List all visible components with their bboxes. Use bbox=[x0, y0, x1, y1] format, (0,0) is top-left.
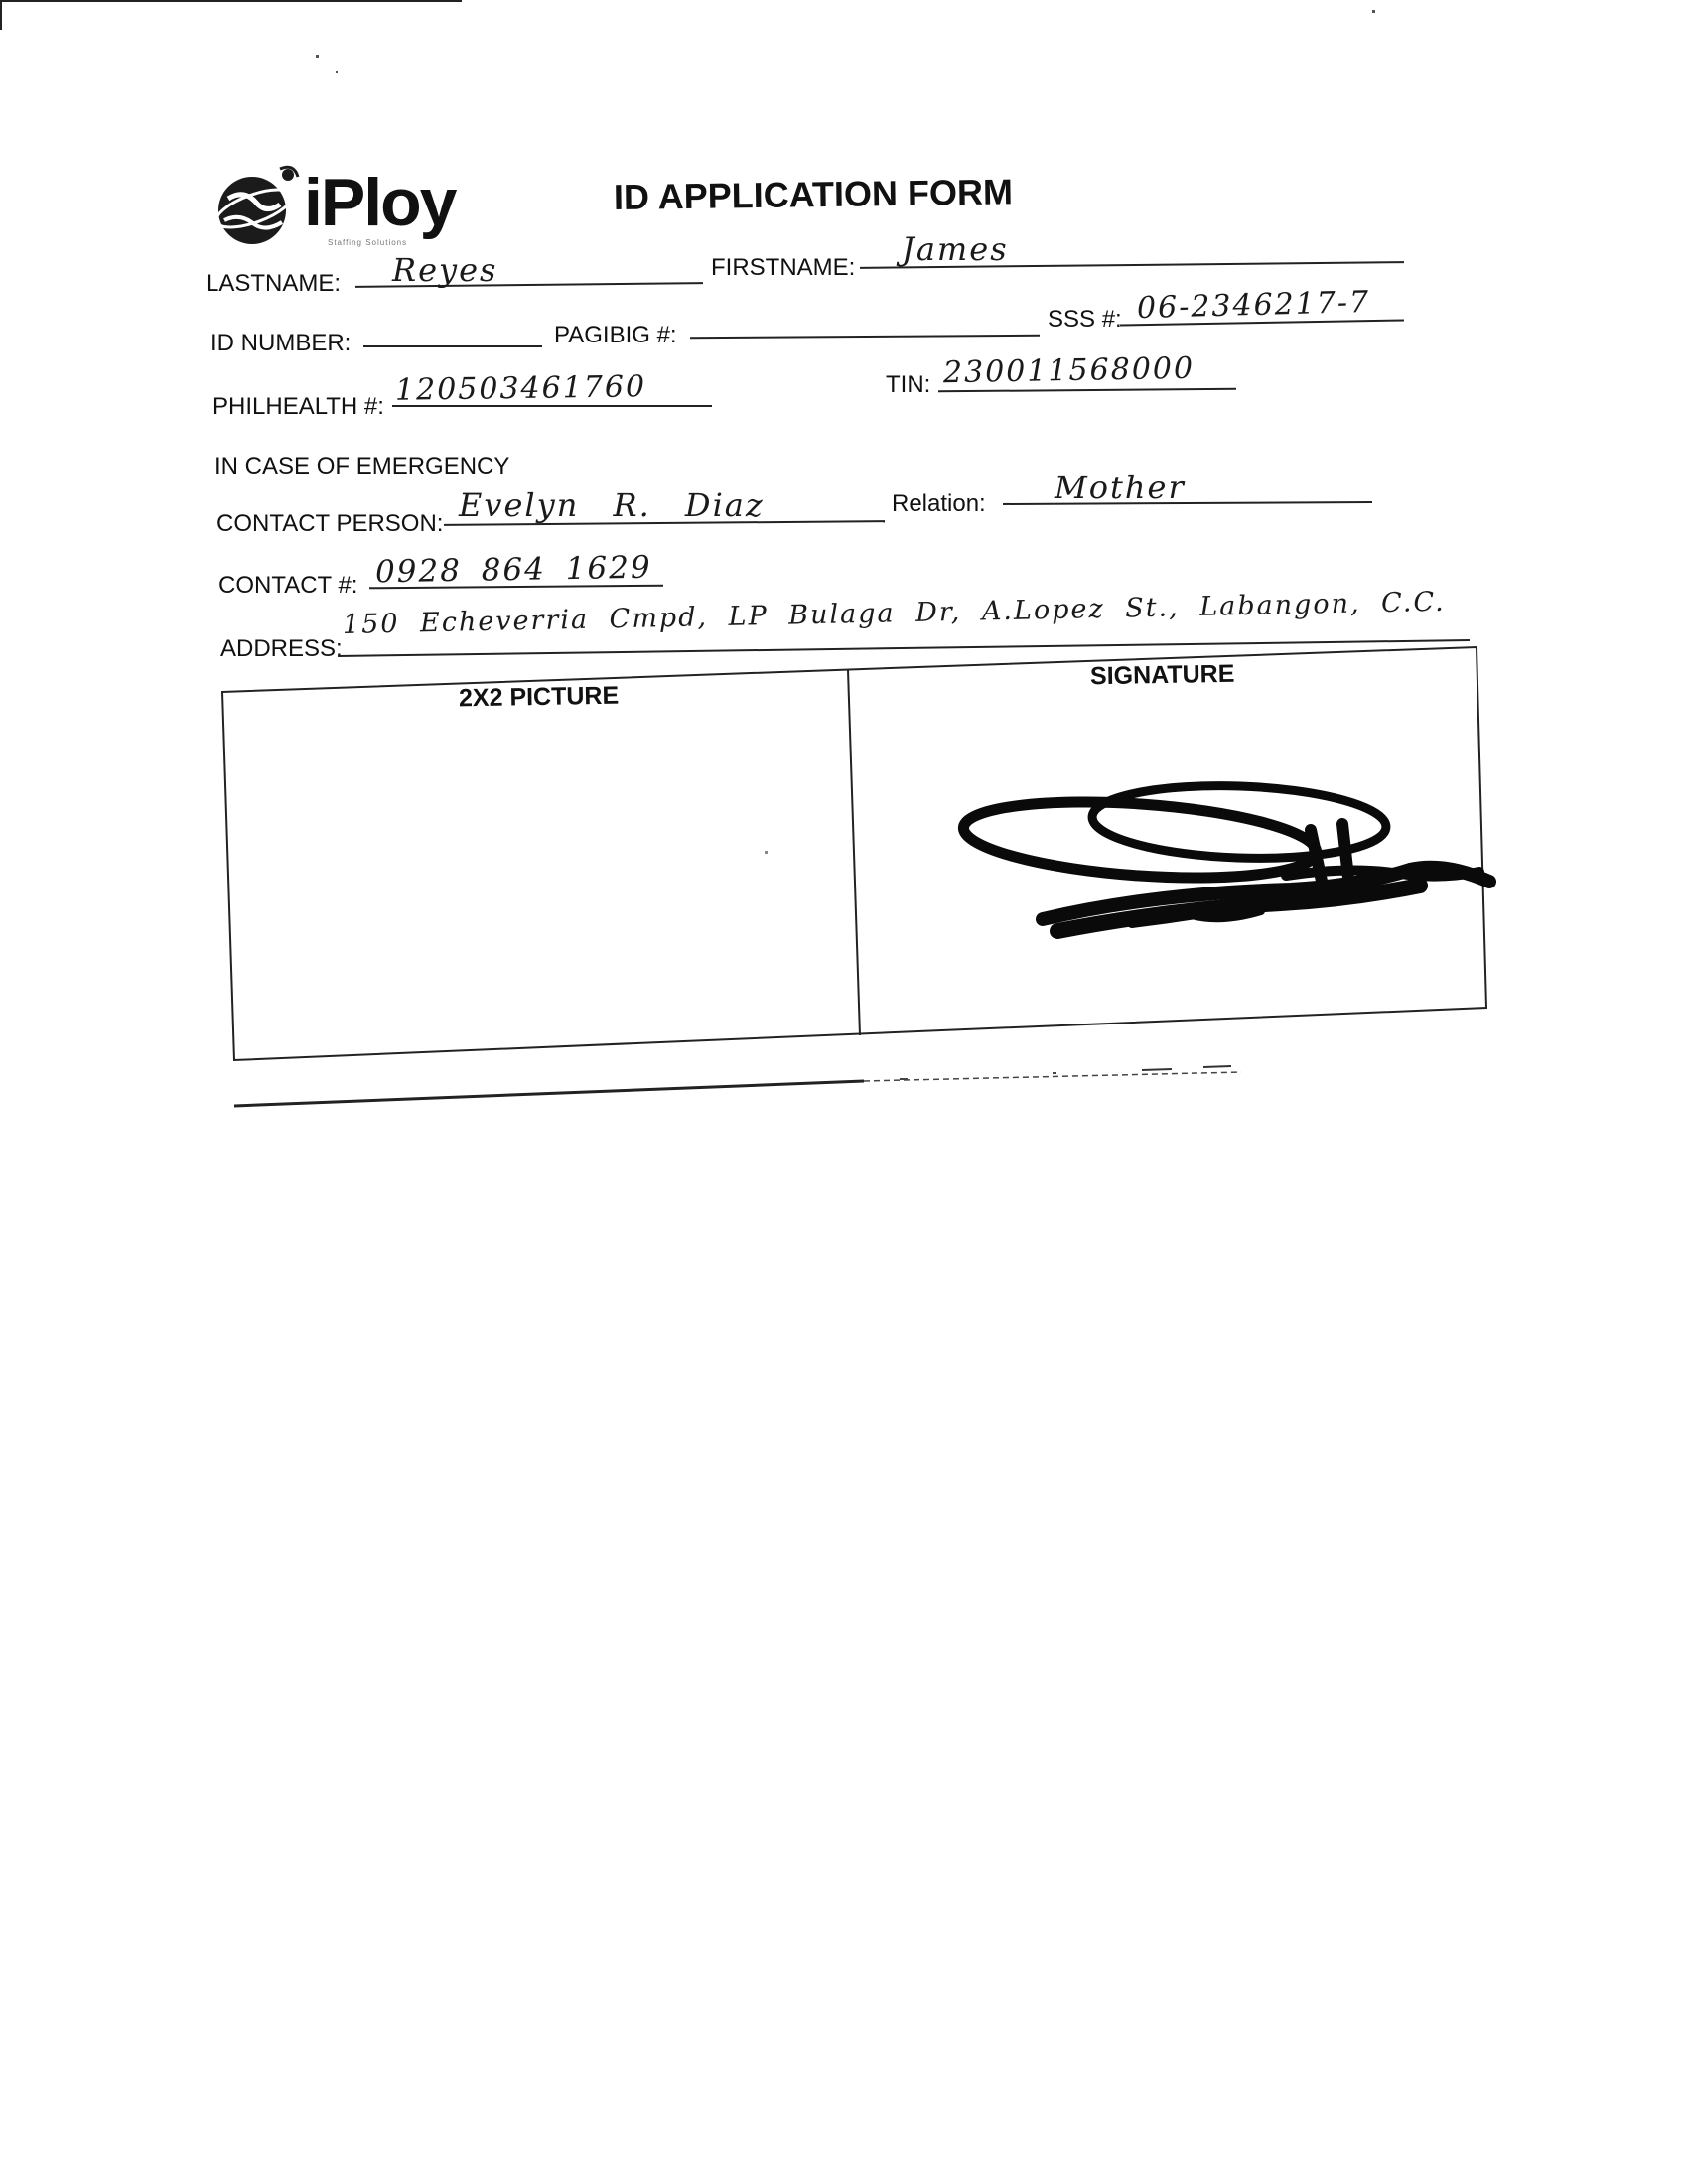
philhealth-label: PHILHEALTH #: bbox=[212, 393, 384, 420]
contact-number-value: 0928 864 1629 bbox=[374, 549, 652, 591]
lastname-value: Reyes bbox=[392, 251, 498, 289]
philhealth-value: 120503461760 bbox=[394, 369, 647, 408]
tin-label: TIN: bbox=[886, 371, 931, 398]
contact-person-value: Evelyn R. Diaz bbox=[459, 486, 765, 524]
sss-label: SSS #: bbox=[1048, 306, 1122, 333]
firstname-label: FIRSTNAME: bbox=[711, 254, 856, 281]
photo-box-heading: 2X2 PICTURE bbox=[458, 681, 620, 713]
photo-area[interactable] bbox=[238, 725, 834, 1042]
tin-value: 230011568000 bbox=[942, 350, 1196, 391]
address-label: ADDRESS: bbox=[220, 635, 343, 662]
signature-area[interactable] bbox=[864, 701, 1470, 1019]
relation-value: Mother bbox=[1055, 469, 1186, 506]
contact-number-label: CONTACT #: bbox=[218, 572, 358, 599]
lastname-label: LASTNAME: bbox=[206, 270, 342, 297]
logo-tagline: Staffing Solutions bbox=[328, 238, 408, 247]
id-number-label: ID NUMBER: bbox=[211, 330, 352, 356]
signature-box-heading: SIGNATURE bbox=[1089, 659, 1235, 691]
logo-wordmark: iPloy bbox=[304, 165, 456, 240]
emergency-heading: IN CASE OF EMERGENCY bbox=[214, 453, 510, 479]
form-title: ID APPLICATION FORM bbox=[613, 171, 1014, 217]
contact-person-label: CONTACT PERSON: bbox=[216, 510, 444, 537]
sss-value: 06-2346217-7 bbox=[1136, 284, 1371, 327]
address-value: 150 Echeverria Cmpd, LP Bulaga Dr, A.Lopez St., Labangon, C.C. bbox=[342, 586, 1446, 640]
firstname-value: James bbox=[902, 230, 1009, 268]
pagibig-label: PAGIBIG #: bbox=[554, 322, 677, 348]
relation-label: Relation: bbox=[892, 490, 986, 517]
